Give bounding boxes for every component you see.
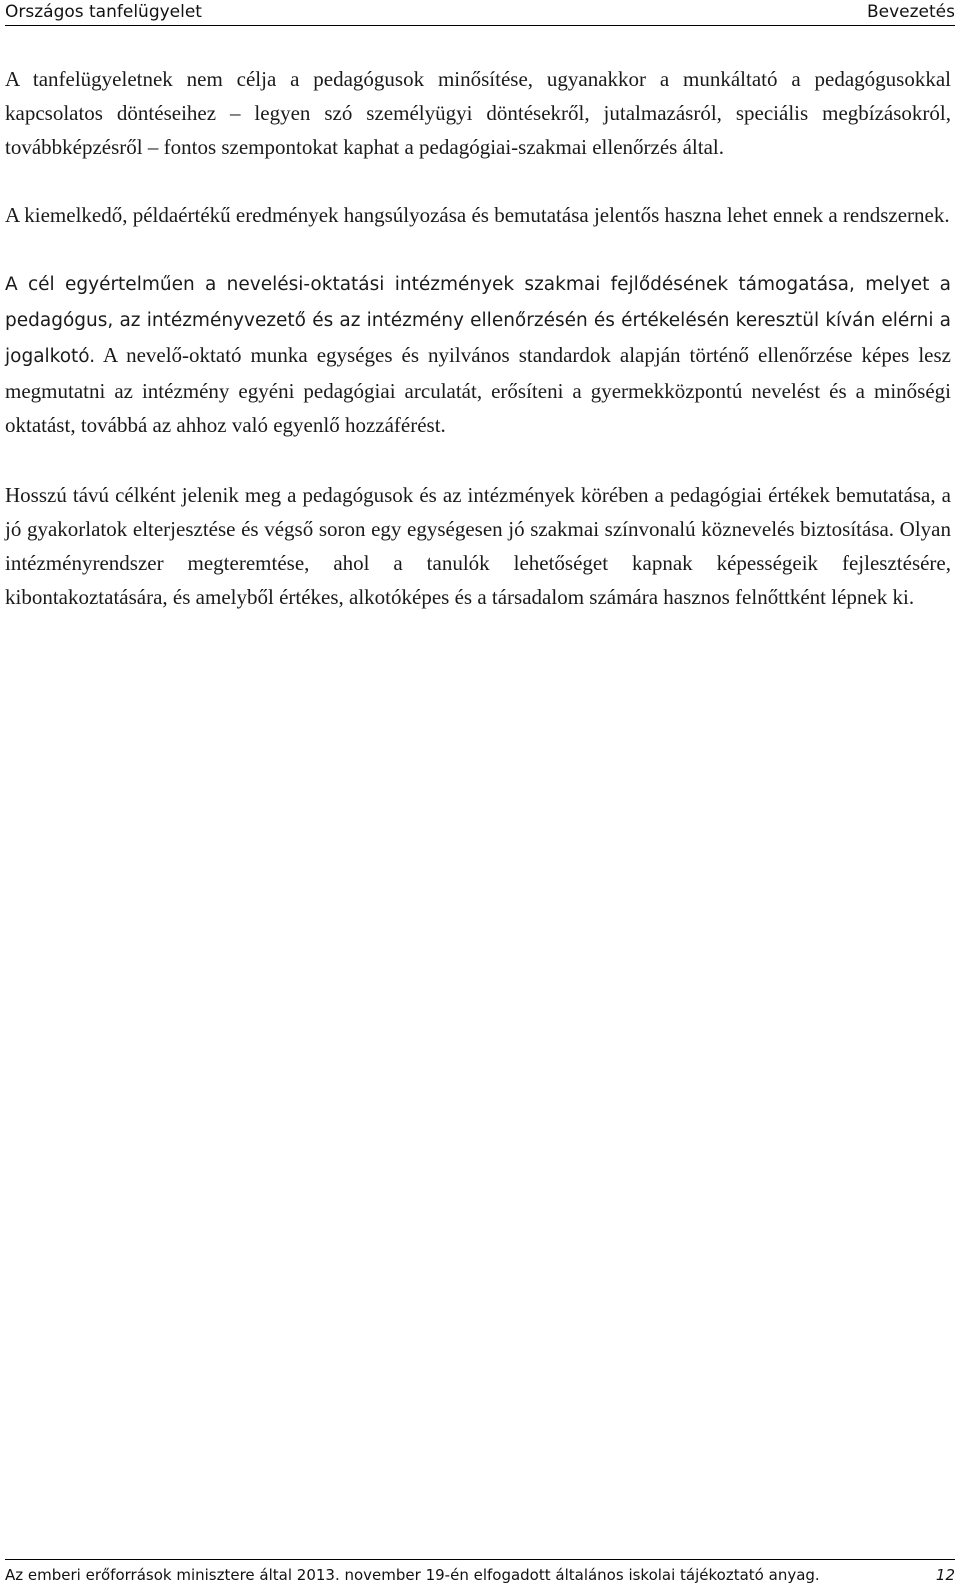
paragraph-3-sans-part: A cél egyértelműen a nevelési-oktatási intézmények szakmai fejlődésének támogatása, melyet a pedagógus, az intézményvezető és az intézmény ellenőrzésén és értékelésén keresztül kíván elérni a jogalkotó. [5, 274, 951, 367]
paragraph-1: A tanfelügyeletnek nem célja a pedagógusok minősítése, ugyanakkor a munkáltató a pedagógusokkal kapcsolatos döntéseihez – legyen szó személyügyi döntésekről, jutalmazásról, speciális megbízásokról, továbbképzésről – fontos szempontokat kaphat a pedagógiai-szakmai ellenőrzés által. [5, 67, 951, 159]
document-body [5, 62, 951, 648]
page-header [5, 0, 955, 26]
page-footer [5, 1559, 955, 1588]
paragraph-2: A kiemelkedő, példaértékű eredmények hangsúlyozása és bemutatása jelentős haszna lehet ennek a rendszernek. [5, 203, 950, 227]
header-title: Országos tanfelügyelet [5, 2, 202, 22]
paragraph-4: Hosszú távú célként jelenik meg a pedagógusok és az intézmények körében a pedagógiai értékek bemutatása, a jó gyakorlatok elterjesztése és végső soron egy egységesen jó szakmai színvonalú köznevelés biztosítása. Olyan intézményrendszer megteremtése, ahol a tanulók lehetőséget kapnak képességeik fejlesztésére, kibontakoztatására, és amelyből értékes, alkotóképes és a társadalom számára hasznos felnőttként lépnek ki. [5, 483, 951, 609]
paragraph-3-serif-part: A nevelő-oktató munka egységes és nyilvános standardok alapján történő ellenőrzése képes lesz megmutatni az intézmény egyéni pedagógiai arculatát, erősíteni a gyermekközpontú nevelést és a minőségi oktatást, továbbá az ahhoz való egyenlő hozzáférést. [5, 343, 951, 437]
footer-note: Az emberi erőforrások minisztere által 2013. november 19-én elfogadott általános iskolai tájékoztató anyag. [5, 1566, 820, 1584]
header-section: Bevezetés [866, 2, 955, 22]
page-number: 12 [935, 1566, 955, 1584]
paragraph-3 [5, 266, 951, 442]
